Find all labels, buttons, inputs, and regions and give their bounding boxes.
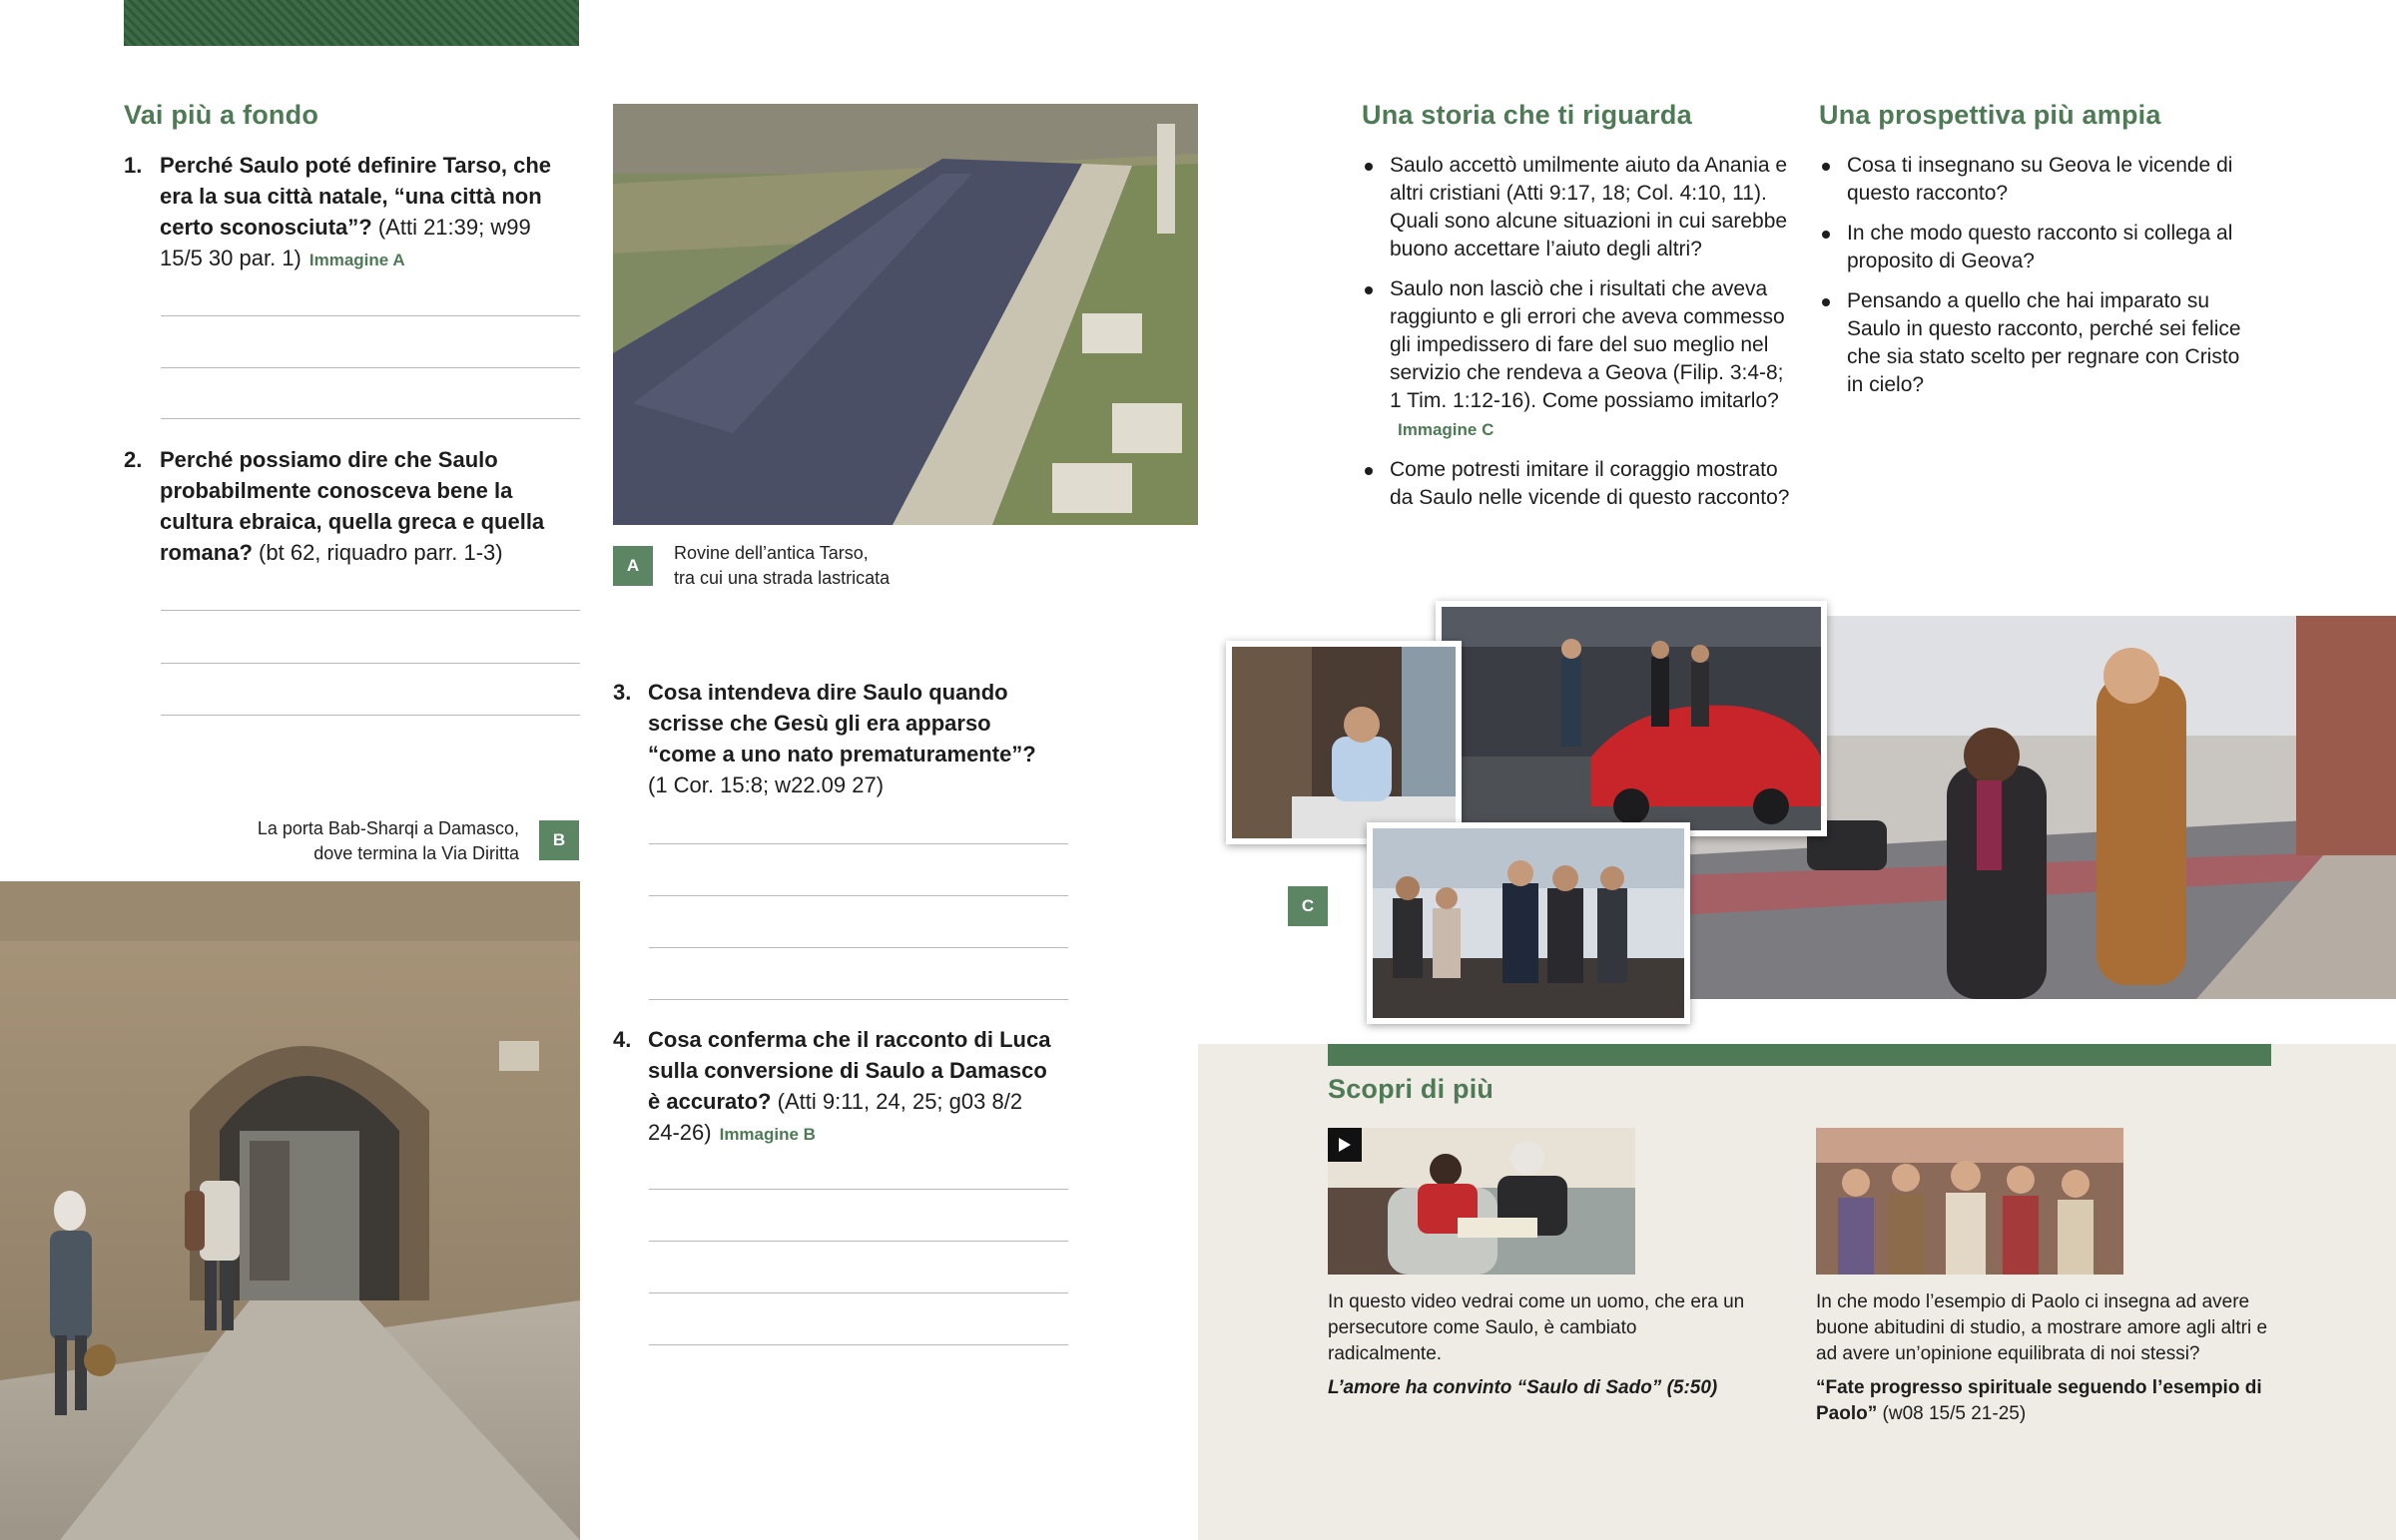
answer-line[interactable] [649,999,1068,1000]
image-tag: Immagine C [1398,420,1495,439]
section-heading-perspective: Una prospettiva più ampia [1819,100,2161,130]
question-reference: (Atti 9:11, 24, 25; g03 8/2 24-26) [648,1089,1023,1145]
video-description: In questo video vedrai come un uomo, che era un persecutore come Saulo, è cambiato radicalmente. [1328,1291,1745,1364]
damascus-gate-photo [0,881,580,1540]
perspective-bullet: Cosa ti insegnano su Geova le vicende di questo racconto? [1819,152,2258,208]
question-3: 3. Cosa intendeva dire Saulo quando scrisse che Gesù gli era apparso “come a uno nato prematuramente”? (1 Cor. 15:8; w22.09 27) [613,680,1036,797]
figure-b-badge: B [539,820,579,860]
photo-frame-parking-car [1436,601,1827,836]
section-heading-discover: Scopri di più [1328,1074,1495,1104]
article-description: In che modo l’esempio di Paolo ci insegna ad avere buone abitudini di studio, a mostrare amore agli altri e ad avere un’opinione equilibrata di noi stessi? [1816,1291,2268,1364]
photo-frame-office-man [1226,641,1462,844]
answer-line[interactable] [161,367,580,368]
article-title-link[interactable]: “Fate progresso spirituale seguendo l’esempio di Paolo” (w08 15/5 21-25) [1816,1377,2262,1424]
discover-more-bar [1328,1044,2271,1066]
question-text: Perché possiamo dire che Saulo probabilmente conosceva bene la cultura ebraica, quella greca e quella romana? [160,447,545,565]
story-bullet: Come potresti imitare il coraggio mostrato da Saulo nelle vicende di questo racconto? [1362,456,1797,512]
answer-line[interactable] [649,1189,1068,1190]
story-bullet: Saulo accettò umilmente aiuto da Anania e altri cristiani (Atti 9:17, 18; Col. 4:10, 11). Quali sono alcune situazioni in cui sarebbe buono accettare l’aiuto degli altri? [1362,152,1797,263]
answer-line[interactable] [161,418,580,419]
photo-frame-award-ceremony [1367,822,1690,1024]
section-heading-deeper: Vai più a fondo [124,100,319,130]
question-1: 1. Perché Saulo poté definire Tarso, che era la sua città natale, “una città non certo sconosciuta”? (Atti 21:39; w99 15/5 30 par. 1) Immagine A [124,153,552,270]
image-tag: Immagine A [308,251,405,269]
figure-b-caption: La porta Bab-Sharqi a Damasco, dove termina la Via Diritta [257,818,519,863]
tarsus-ruins-photo [613,104,1198,525]
perspective-bullet-list [1819,152,2258,411]
perspective-bullet: Pensando a quello che hai imparato su Saulo in questo racconto, perché sei felice che sia stato scelto per regnare con Cristo in cielo? [1819,287,2258,399]
question-reference: (Atti 21:39; w99 15/5 30 par. 1) [160,215,531,270]
section-heading-story: Una storia che ti riguarda [1362,100,1692,130]
perspective-bullet: In che modo questo racconto si collega al proposito di Geova? [1819,220,2258,275]
question-reference: (bt 62, riquadro parr. 1-3) [259,540,503,565]
image-tag: Immagine B [719,1125,816,1144]
video-thumbnail[interactable] [1328,1128,1635,1275]
answer-line[interactable] [161,610,580,611]
figure-a-badge: A [613,546,653,586]
question-text: Cosa conferma che il racconto di Luca sulla conversione di Saulo a Damasco è accurato? [648,1027,1051,1114]
play-icon[interactable] [1328,1128,1362,1162]
answer-line[interactable] [649,895,1068,896]
figure-a-caption: Rovine dell’antica Tarso, tra cui una strada lastricata [674,543,891,588]
answer-line[interactable] [161,715,580,716]
question-2: 2. Perché possiamo dire che Saulo probabilmente conosceva bene la cultura ebraica, quella greca e quella romana? (bt 62, riquadro parr. 1-3) [124,447,545,565]
answer-line[interactable] [649,947,1068,948]
answer-line[interactable] [649,1292,1068,1293]
answer-line[interactable] [161,663,580,664]
paul-illustration-thumbnail[interactable] [1816,1128,2123,1275]
answer-line[interactable] [161,315,580,316]
question-text: Cosa intendeva dire Saulo quando scrisse che Gesù gli era apparso “come a uno nato prematuramente”? [648,680,1036,767]
figure-c-badge: C [1288,886,1328,926]
answer-line[interactable] [649,1241,1068,1242]
question-4: 4. Cosa conferma che il racconto di Luca sulla conversione di Saulo a Damasco è accurato? (Atti 9:11, 24, 25; g03 8/2 24-26) Immagine B [613,1027,1051,1145]
answer-line[interactable] [649,1344,1068,1345]
header-pattern-band [124,0,579,46]
question-text: Perché Saulo poté definire Tarso, che era la sua città natale, “una città non certo sconosciuta”? [160,153,552,240]
article-reference: (w08 15/5 21-25) [1882,1403,2027,1424]
video-title-link[interactable]: L’amore ha convinto “Saulo di Sado” (5:50) [1328,1377,1718,1398]
story-bullet: Saulo non lasciò che i risultati che aveva raggiunto e gli errori che aveva commesso gli impedissero di fare del suo meglio nel servizio che rendeva a Geova (Filip. 3:4-8; 1 Tim. 1:12-16). Come possiamo imitarlo?Immagine C [1362,275,1797,444]
answer-line[interactable] [649,843,1068,844]
question-reference: (1 Cor. 15:8; w22.09 27) [648,772,885,797]
story-bullet-list [1362,152,1797,524]
